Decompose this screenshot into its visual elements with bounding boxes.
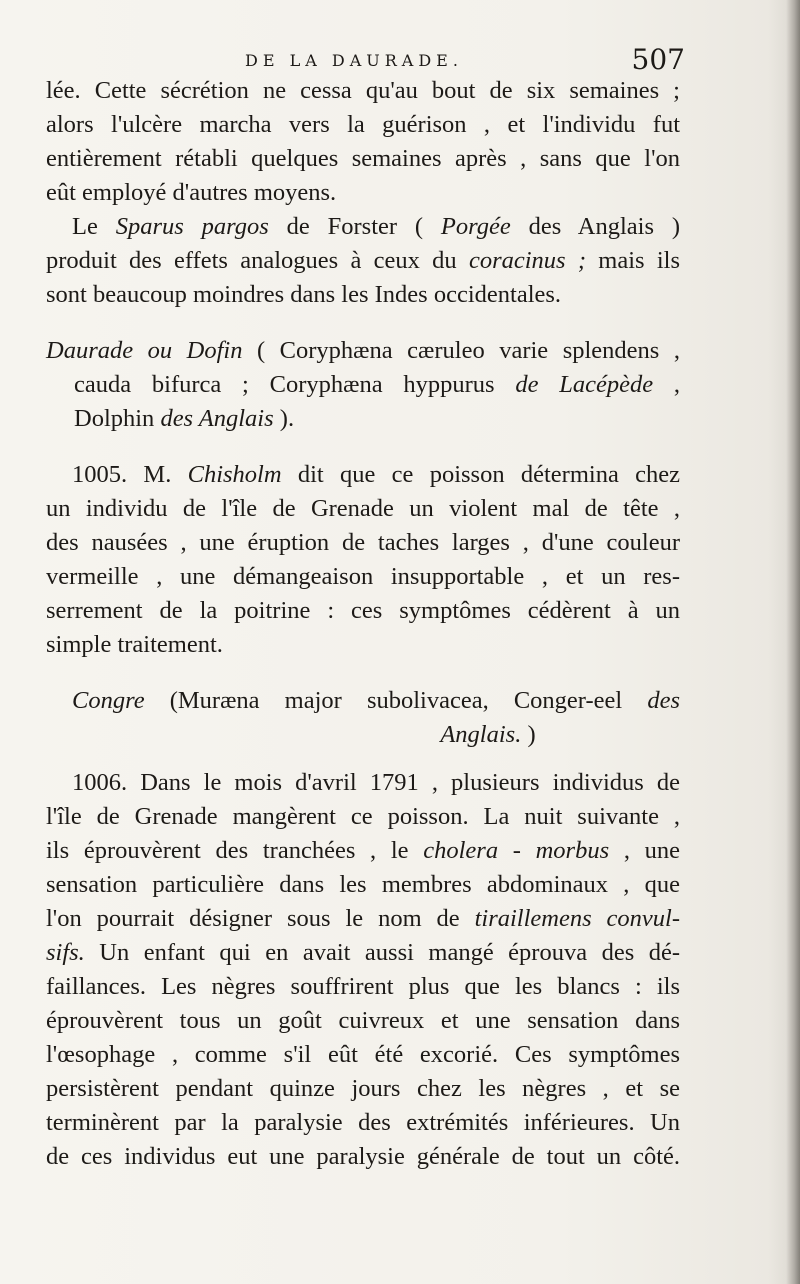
text-line: l'on pourrait désigner sous le nom de tiraillemens convul- xyxy=(46,905,680,932)
text-line: l'œsophage , comme s'il eût été excorié. Ces symptômes xyxy=(46,1041,680,1068)
text-line: entièrement rétabli quelques semaines après , sans que l'on xyxy=(46,145,680,172)
text-line: Anglais. ) xyxy=(440,721,536,748)
text-line: sensation particulière dans les membres abdominaux , que xyxy=(46,871,680,898)
text-line: sifs. Un enfant qui en avait aussi mangé éprouva des dé- xyxy=(46,939,680,966)
text-line: terminèrent par la paralysie des extrémités inférieures. Un xyxy=(46,1109,680,1136)
paragraph xyxy=(46,766,680,1174)
text-line: Daurade ou Dofin ( Coryphæna cæruleo varie splendens , xyxy=(46,337,680,364)
text-line: 1005. M. Chisholm dit que ce poisson détermina chez xyxy=(72,461,680,488)
page-number: 507 xyxy=(631,43,685,76)
text-line: alors l'ulcère marcha vers la guérison , et l'individu fut xyxy=(46,111,680,138)
paragraph xyxy=(46,210,680,312)
page-edge-shadow xyxy=(786,0,800,1284)
species-heading xyxy=(46,334,680,436)
text-line: un individu de l'île de Grenade un violent mal de tête , xyxy=(46,495,680,522)
running-title: DE LA DAURADE. xyxy=(245,51,463,70)
page-body xyxy=(46,74,680,1174)
text-line: des nausées , une éruption de taches larges , d'une couleur xyxy=(46,529,680,556)
text-line: ils éprouvèrent des tranchées , le cholera - morbus , une xyxy=(46,837,680,864)
text-line: faillances. Les nègres souffrirent plus que les blancs : ils xyxy=(46,973,680,1000)
text-line: lée. Cette sécrétion ne cessa qu'au bout de six semaines ; xyxy=(46,77,680,104)
text-line: éprouvèrent tous un goût cuivreux et une sensation dans xyxy=(46,1007,680,1034)
text-line: 1006. Dans le mois d'avril 1791 , plusieurs individus de xyxy=(72,769,680,796)
text-line: serrement de la poitrine : ces symptômes cédèrent à un xyxy=(46,597,680,624)
text-line: persistèrent pendant quinze jours chez les nègres , et se xyxy=(46,1075,680,1102)
paragraph xyxy=(46,74,680,210)
text-line: Le Sparus pargos de Forster ( Porgée des Anglais ) xyxy=(72,213,680,240)
paragraph xyxy=(46,458,680,662)
text-line: sont beaucoup moindres dans les Indes occidentales. xyxy=(46,281,562,308)
text-line: eût employé d'autres moyens. xyxy=(46,179,337,206)
text-line: simple traitement. xyxy=(46,631,223,658)
text-line: produit des effets analogues à ceux du coracinus ; mais ils xyxy=(46,247,681,274)
species-heading xyxy=(46,684,680,752)
text-line: cauda bifurca ; Coryphæna hyppurus de Lacépède , xyxy=(74,371,681,398)
text-line: vermeille , une démangeaison insupportable , et un res- xyxy=(46,563,680,590)
text-line: Congre (Muræna major subolivacea, Conger-eel des xyxy=(72,687,680,714)
text-line: l'île de Grenade mangèrent ce poisson. La nuit suivante , xyxy=(46,803,680,830)
text-line: Dolphin des Anglais ). xyxy=(74,405,295,432)
text-line: de ces individus eut une paralysie générale de tout un côté. xyxy=(46,1143,680,1170)
